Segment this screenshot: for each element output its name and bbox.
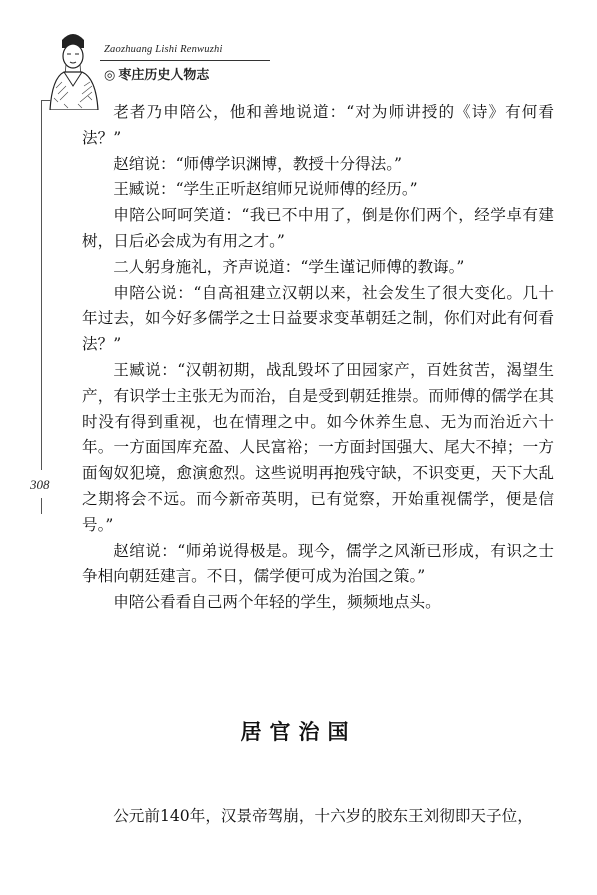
section-heading: 居官治国	[240, 720, 357, 744]
paragraph: 赵绾说：“师弟说得极是。现今，儒学之风渐已形成，有识之士争相向朝廷建言。不日，儒学便可成为治国之策。”	[82, 541, 554, 586]
margin-rule-upper	[41, 100, 42, 470]
paragraph: 老者乃申陪公，他和善地说道：“对为师讲授的《诗》有何看法？”	[82, 103, 554, 147]
section-body	[82, 804, 554, 830]
margin-rule-top	[41, 100, 51, 101]
paragraph: 申陪公看看自己两个年轻的学生，频频地点头。	[113, 593, 441, 612]
paragraph: 王臧说：“学生正听赵绾师兄说师傅的经历。”	[113, 180, 418, 199]
scholar-portrait-illustration	[44, 28, 102, 110]
header-rule	[100, 60, 270, 61]
series-title-chinese-text: 枣庄历史人物志	[118, 68, 210, 83]
series-title-english: Zaozhuang Lishi Renwuzhi	[104, 44, 223, 55]
body-text	[82, 100, 554, 616]
paragraph: 王臧说：“汉朝初期，战乱毁坏了田园家产，百姓贫苦，渴望生产，有识学士主张无为而治，自是受到朝廷推崇。而师傅的儒学在其时没有得到重视，也在情理之中。如今休养生息、无为而治近六十年。一方面国库充盈、人民富裕；一方面封国强大、尾大不掉；一方面匈奴犯境，愈演愈烈。这些说明再抱残守缺，不识变更，天下大乱之期将会不远。而今新帝英明，已有觉察，开始重视儒学，便是信号。”	[82, 360, 554, 534]
paragraph: 赵绾说：“师傅学识渊博，教授十分得法。”	[113, 154, 403, 173]
page-number: 308	[30, 477, 50, 492]
paragraph: 申陪公呵呵笑道：“我已不中用了，倒是你们两个，经学卓有建树，日后必会成为有用之才。”	[82, 206, 554, 250]
paragraph: 公元前140年，汉景帝驾崩，十六岁的胶东王刘彻即天子位，	[113, 807, 533, 825]
margin-rule-lower	[41, 498, 42, 514]
circle-mark-icon: ◎	[104, 68, 116, 83]
series-title-chinese	[104, 64, 209, 83]
paragraph: 二人躬身施礼，齐声说道：“学生谨记师傅的教诲。”	[113, 257, 465, 276]
paragraph: 申陪公说：“自高祖建立汉朝以来，社会发生了很大变化。几十年过去，如今好多儒学之士日益要求变革朝廷之制，你们对此有何看法？”	[82, 283, 554, 354]
